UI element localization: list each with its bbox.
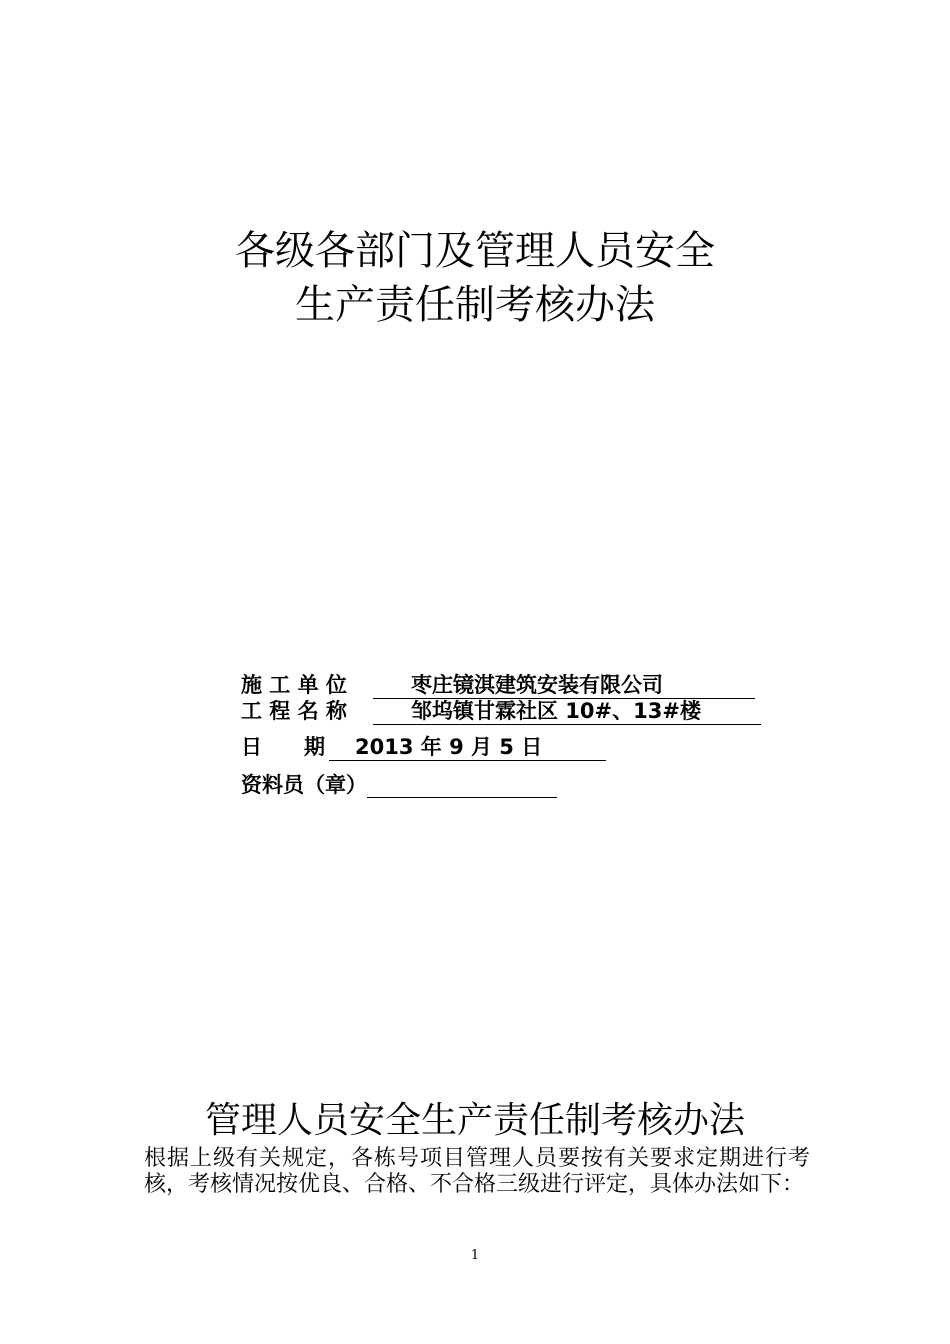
project-name-label: 工 程 名 称 xyxy=(241,699,347,723)
project-name-row xyxy=(241,698,761,725)
page-number: 1 xyxy=(470,1248,480,1263)
construction-unit-value: 枣庄镜淇建筑安装有限公司 xyxy=(373,672,755,699)
clerk-label: 资料员（章） xyxy=(241,773,367,797)
date-value: 2013 年 9 月 5 日 xyxy=(329,734,606,761)
clerk-signature-line xyxy=(367,773,557,798)
cover-title-line1: 各级各部门及管理人员安全 xyxy=(235,228,715,274)
construction-unit-row xyxy=(241,672,755,699)
section-title: 管理人员安全生产责任制考核办法 xyxy=(204,1100,745,1141)
cover-title-line2: 生产责任制考核办法 xyxy=(295,282,655,328)
project-name-value: 邹坞镇甘霖社区 10#、13#楼 xyxy=(373,698,761,725)
date-label: 日 期 xyxy=(241,735,325,759)
construction-unit-label: 施 工 单 位 xyxy=(241,673,347,697)
clerk-row xyxy=(241,772,557,798)
body-paragraph: 根据上级有关规定，各栋号项目管理人员要按有关要求定期进行考核，考核情况按优良、合格、不合格三级进行评定，具体办法如下： xyxy=(144,1146,810,1197)
date-row xyxy=(241,734,606,761)
